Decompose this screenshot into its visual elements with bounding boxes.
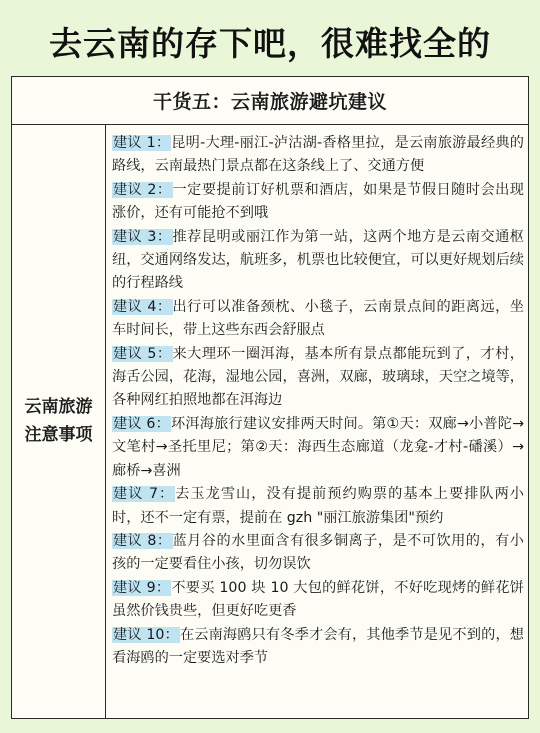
list-item — [112, 577, 524, 624]
list-item — [112, 132, 524, 179]
tip-text: 一定要提前订好机票和酒店，如果是节假日随时会出现涨价，还有可能抢不到哦 — [112, 181, 524, 222]
tip-text: 出行可以准备颈枕、小毯子，云南景点间的距离远，坐车时间长，带上这些东西会舒服点 — [112, 298, 524, 339]
tip-text: 推荐昆明或丽江作为第一站，这两个地方是云南交通枢纽，交通网络发达，航班多，机票也比较便宜，可以更好规划后续的行程路线 — [112, 228, 524, 292]
list-item — [112, 624, 524, 671]
page-title: 去云南的存下吧，很难找全的 — [49, 24, 491, 63]
list-item — [112, 530, 524, 577]
tip-label: 建议 1： — [113, 135, 171, 151]
table-header: 干货五：云南旅游避坑建议 — [12, 77, 528, 125]
side-label-line1: 云南旅游 — [24, 397, 93, 418]
tip-text: 去玉龙雪山，没有提前预约购票的基本上要排队两小时，还不一定有票，提前在 gzh "丽江旅游集团"预约 — [112, 486, 524, 526]
list-item — [112, 179, 524, 226]
tip-label: 建议 4： — [113, 298, 172, 315]
tip-label: 建议 9： — [113, 579, 171, 596]
tip-text: 来大理环一圈洱海，基本所有景点都能玩到了，才村，海舌公园，花海，湿地公园，喜洲，双廊，玻璃球，天空之境等，各种网红拍照地都在洱海边 — [112, 345, 524, 409]
tip-text: 不要买 100 块 10 大包的鲜花饼，不好吃现烤的鲜花饼虽然价钱贵些，但更好吃更香 — [112, 579, 524, 620]
tip-label: 建议 10： — [113, 626, 179, 643]
tip-text: 在云南海鸥只有冬季才会有，其他季节是见不到的，想看海鸥的一定要选对季节 — [112, 626, 524, 666]
tip-label: 建议 2： — [113, 181, 172, 198]
tip-text: 蓝月谷的水里面含有很多铜离子，是不可饮用的，有小孩的一定要看住小孩，切勿误饮 — [112, 532, 524, 573]
tip-label: 建议 6： — [113, 415, 171, 432]
list-item — [112, 226, 524, 296]
side-label — [12, 125, 106, 718]
tips-list — [106, 125, 528, 718]
side-label-line2: 注意事项 — [24, 425, 93, 446]
tip-label: 建议 8： — [113, 532, 172, 549]
list-item — [112, 483, 524, 530]
list-item — [112, 413, 524, 483]
tip-label: 建议 5： — [113, 345, 172, 362]
list-item — [112, 296, 524, 343]
tip-label: 建议 7： — [113, 486, 175, 503]
table-body — [12, 125, 528, 718]
tip-text: 昆明-大理-丽江-泸沽湖-香格里拉，是云南旅游最经典的路线，云南最热门景点都在这条线上了、交通方便 — [112, 135, 524, 175]
tip-text: 环洱海旅行建议安排两天时间。第①天：双廊→小普陀→文笔村→圣托里尼；第②天：海西生态廊道（龙龛-才村-磻溪）→廊桥→喜洲 — [112, 415, 524, 479]
tip-label: 建议 3： — [113, 228, 172, 245]
list-item — [112, 343, 524, 413]
tips-table — [11, 76, 529, 719]
